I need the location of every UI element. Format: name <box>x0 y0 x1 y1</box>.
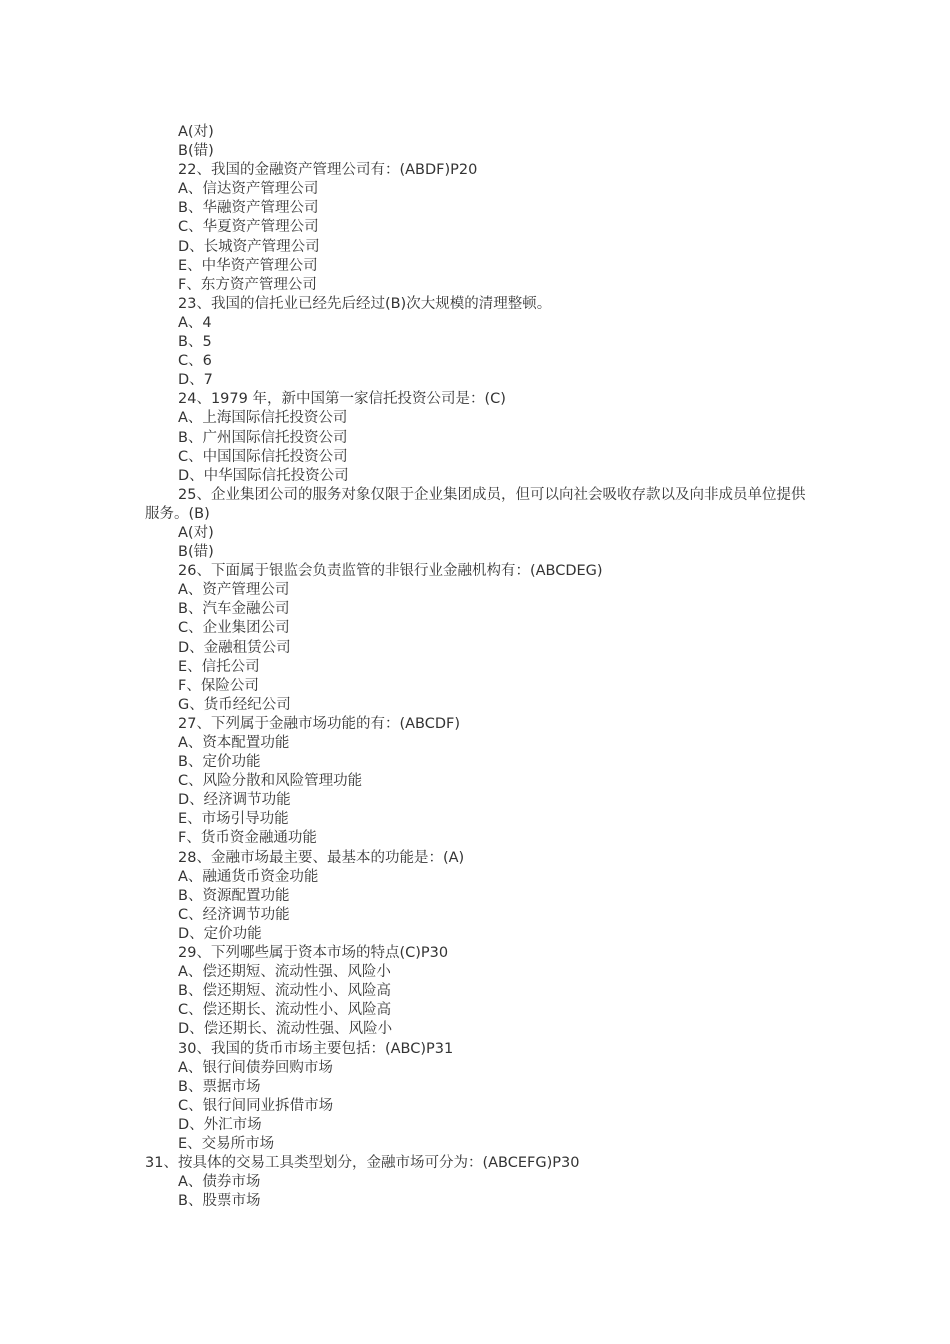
text-line: C、中国国际信托投资公司 <box>178 448 348 465</box>
text-line: B、广州国际信托投资公司 <box>178 429 348 446</box>
text-line: D、7 <box>178 372 213 389</box>
text-line: A、融通货币资金功能 <box>178 868 319 885</box>
text-line: 31、按具体的交易工具类型划分，金融市场可分为：(ABCEFG)P30 <box>145 1155 580 1172</box>
text-line: D、经济调节功能 <box>178 792 291 809</box>
text-line: B、定价功能 <box>178 754 261 771</box>
text-line: E、交易所市场 <box>178 1135 275 1152</box>
text-line: C、华夏资产管理公司 <box>178 219 319 236</box>
text-line: A(对) <box>178 124 214 140</box>
text-line: B(错) <box>178 544 214 561</box>
text-line: C、经济调节功能 <box>178 906 290 923</box>
text-line: 25、企业集团公司的服务对象仅限于企业集团成员，但可以向社会吸收存款以及向非成员单位提供服务。(B) <box>145 486 806 522</box>
text-line: A、偿还期短、流动性强、风险小 <box>178 964 391 981</box>
text-line: B、5 <box>178 334 212 351</box>
text-line: 22、我国的金融资产管理公司有：(ABDF)P20 <box>178 162 478 179</box>
text-line: B(错) <box>178 143 214 160</box>
text-line: D、外汇市场 <box>178 1116 262 1133</box>
text-line: B、华融资产管理公司 <box>178 200 319 217</box>
text-line: 26、下面属于银监会负责监管的非银行业金融机构有：(ABCDEG) <box>178 563 603 580</box>
text-line: B、票据市场 <box>178 1078 261 1095</box>
text-line: E、市场引导功能 <box>178 811 289 828</box>
text-line: B、偿还期短、流动性小、风险高 <box>178 983 391 1000</box>
text-line: F、货币资金融通功能 <box>178 830 317 847</box>
text-line: 27、下列属于金融市场功能的有：(ABCDF) <box>178 715 461 732</box>
text-line: A、资产管理公司 <box>178 582 290 599</box>
text-line: D、金融租赁公司 <box>178 639 291 656</box>
text-line: G、货币经纪公司 <box>178 696 291 713</box>
text-line: D、定价功能 <box>178 925 262 942</box>
text-line: C、银行间同业拆借市场 <box>178 1097 334 1114</box>
text-line: F、保险公司 <box>178 677 259 694</box>
text-line: B、汽车金融公司 <box>178 601 290 618</box>
text-line: 28、金融市场最主要、最基本的功能是：(A) <box>178 849 465 866</box>
text-line: C、6 <box>178 353 212 370</box>
text-line: F、东方资产管理公司 <box>178 276 317 293</box>
text-line: D、中华国际信托投资公司 <box>178 467 349 484</box>
text-line: 23、我国的信托业已经先后经过(B)次大规模的清理整顿。 <box>178 295 552 312</box>
text-line: A、银行间债券回购市场 <box>178 1059 333 1076</box>
text-line: E、信托公司 <box>178 658 260 675</box>
text-line: B、股票市场 <box>178 1193 261 1210</box>
text-line: C、风险分散和风险管理功能 <box>178 773 363 790</box>
text-line: 30、我国的货币市场主要包括：(ABC)P31 <box>178 1040 454 1057</box>
text-line: C、偿还期长、流动性小、风险高 <box>178 1002 392 1019</box>
text-line: 24、1979 年，新中国第一家信托投资公司是：(C) <box>178 391 506 408</box>
text-line: A、4 <box>178 314 212 331</box>
text-line: A、信达资产管理公司 <box>178 181 319 198</box>
text-line: E、中华资产管理公司 <box>178 257 318 274</box>
text-line: C、企业集团公司 <box>178 620 290 637</box>
text-line: D、偿还期长、流动性强、风险小 <box>178 1021 393 1038</box>
text-line: B、资源配置功能 <box>178 887 290 904</box>
text-line: D、长城资产管理公司 <box>178 238 320 255</box>
text-line: A、资本配置功能 <box>178 735 290 751</box>
document-body <box>145 123 815 1211</box>
text-line: A(对) <box>178 524 214 541</box>
text-line: A、债券市场 <box>178 1174 261 1191</box>
text-line: A、上海国际信托投资公司 <box>178 410 348 427</box>
text-line: 29、下列哪些属于资本市场的特点(C)P30 <box>178 945 449 962</box>
